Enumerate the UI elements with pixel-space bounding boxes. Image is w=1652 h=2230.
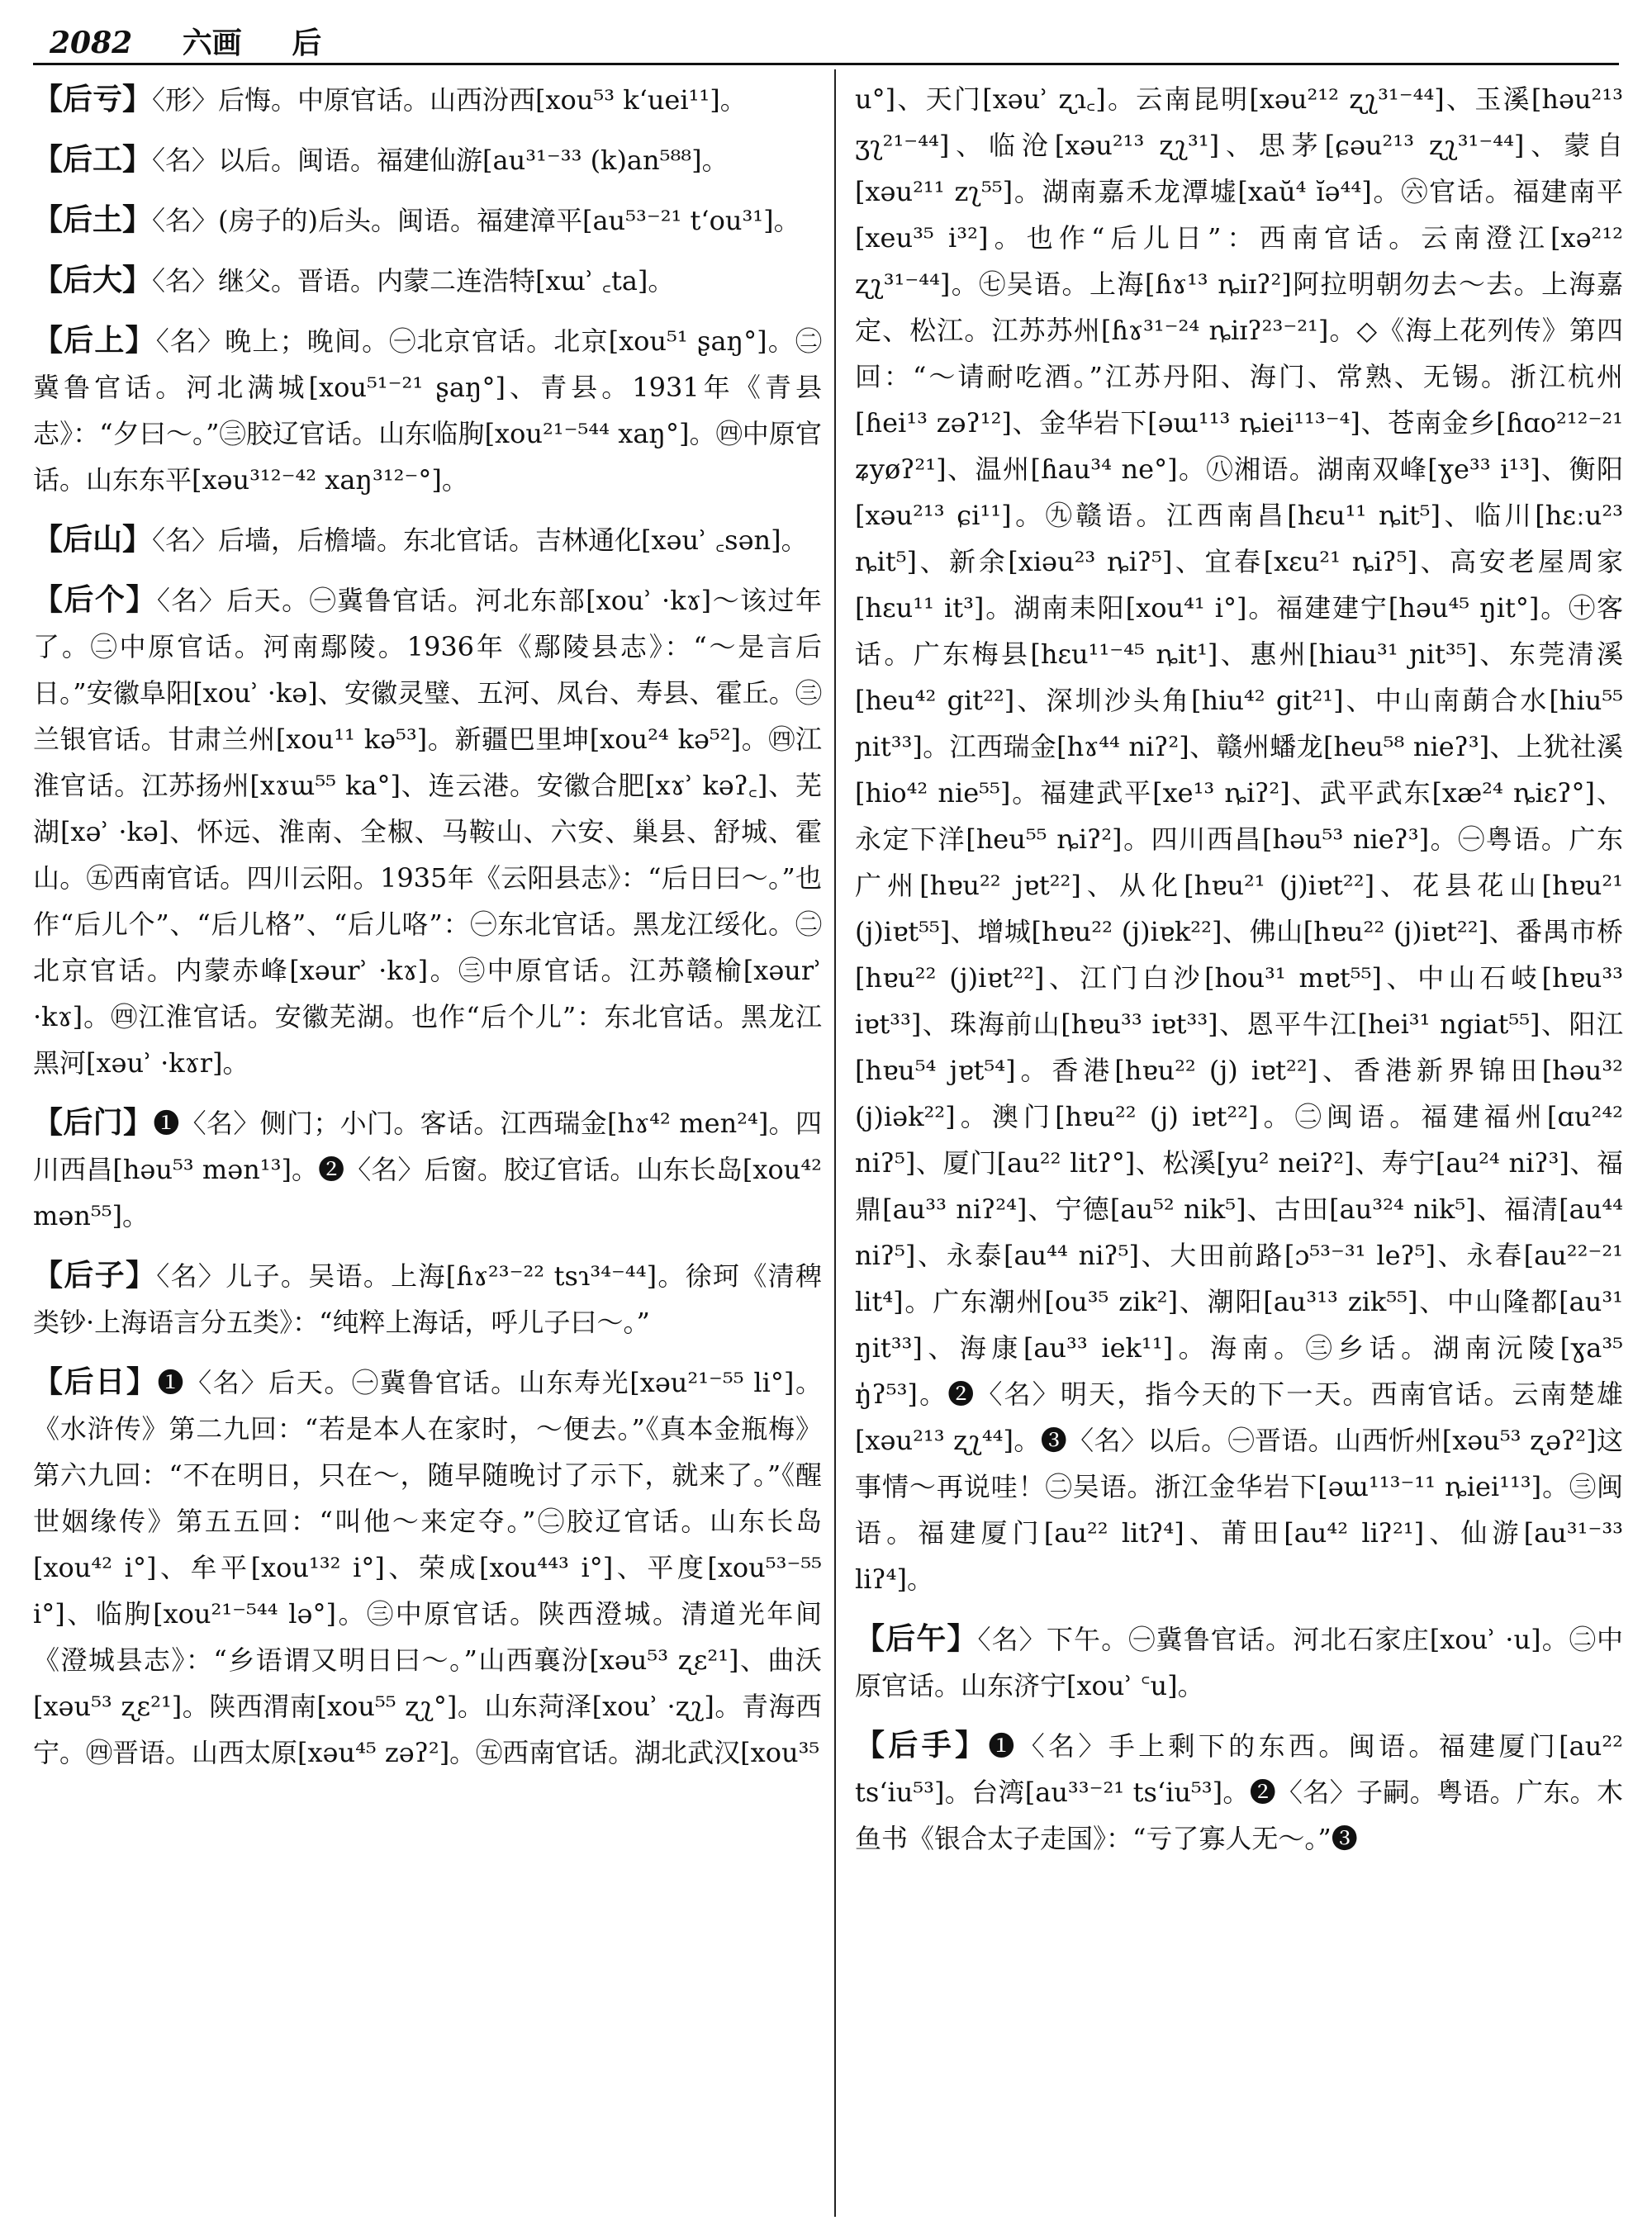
entry-headword: 【后午】 bbox=[855, 1621, 978, 1656]
entry-headword: 【后个】 bbox=[33, 582, 157, 617]
entry-definition: 〈名〉后墙，后檐墙。东北官话。吉林通化[xəuʾ ꜀sən]。 bbox=[152, 524, 808, 556]
entry-definition: 〈形〉后悔。中原官话。山西汾西[xou⁵³ kʻuei¹¹]。 bbox=[152, 84, 747, 116]
entry-definition: 〈名〉后天。㊀冀鲁官话。河北东部[xouʾ ·kɤ]～该过年了。㊁中原官话。河南鄢陵。1936年《鄢陵县志》：“～是言后日。”安徽阜阳[xouʾ ·kə]、安徽灵璧、五河、凤台、寿县、霍丘。㊂兰银官话。甘肃兰州[xou¹¹ kə⁵³]。新疆巴里坤[xou²⁴ kə⁵²]。㊃江淮官话。江苏扬州[xɤɯ⁵⁵ ka°]、连云港。安徽合肥[xɤʾ kəʔ꜀]、芜湖[xəʾ ·kə]、怀远、淮南、全椒、马鞍山、六安、巢县、舒城、霍山。㊄西南官话。四川云阳。1935年《云阳县志》：“后日曰～。”也作“后儿个”、“后儿格”、“后儿咯”：㊀东北官话。黑龙江绥化。㊁北京官话。内蒙赤峰[xəurʾ ·kɤ]。㊂中原官话。江苏赣榆[xəurʾ ·kɤ]。㊃江淮官话。安徽芜湖。也作“后个儿”：东北官话。黑龙江黑河[xəuʾ ·kɤr]。 bbox=[33, 585, 822, 1079]
entry-headword: 【后大】 bbox=[33, 263, 153, 297]
entry-headword: 【后日】 bbox=[33, 1364, 158, 1399]
entry bbox=[33, 317, 822, 503]
entry bbox=[855, 1722, 1623, 1862]
entry bbox=[33, 76, 822, 123]
column-divider bbox=[834, 69, 836, 2217]
entry-definition: 〈名〉下午。㊀冀鲁官话。河北石家庄[xouʾ ·u]。㊁中原官话。山东济宁[xouʾ ꜂u]。 bbox=[855, 1624, 1623, 1701]
entry-definition: 〈名〉继父。晋语。内蒙二连浩特[xɯʾ ꜀ta]。 bbox=[152, 265, 675, 297]
header-character: 后 bbox=[292, 26, 322, 60]
entry-headword: 【后手】 bbox=[855, 1728, 989, 1763]
entry bbox=[33, 1359, 822, 1776]
page-number: 2082 bbox=[50, 26, 133, 60]
right-column bbox=[855, 76, 1623, 2215]
entry bbox=[33, 257, 822, 304]
entry-definition: 〈名〉儿子。吴语。上海[ɦɤ²³⁻²² tsɿ³⁴⁻⁴⁴]。徐珂《清稗类钞·上海语言分五类》：“纯粹上海话，呼儿子曰～。” bbox=[33, 1260, 822, 1338]
entry-headword: 【后子】 bbox=[33, 1258, 157, 1293]
section-label: 六画 bbox=[182, 26, 242, 60]
left-column bbox=[33, 76, 822, 2215]
entry-definition: ❶〈名〉手上剩下的东西。闽语。福建厦门[au²² tsʻiu⁵³]。台湾[au³³⁻²¹ tsʻiu⁵³]。❷〈名〉子嗣。粤语。广东。木鱼书《银合太子走国》：“亏了寡人无～。”❸ bbox=[855, 1730, 1623, 1854]
entry-headword: 【后门】 bbox=[33, 1105, 154, 1140]
entry-headword: 【后土】 bbox=[33, 202, 153, 237]
entry-definition: 〈名〉(房子的)后头。闽语。福建漳平[au⁵³⁻²¹ tʻou³¹]。 bbox=[152, 205, 800, 236]
entry-headword: 【后工】 bbox=[33, 142, 153, 177]
entry-headword: 【后上】 bbox=[33, 323, 156, 358]
entry-definition: 〈名〉以后。闽语。福建仙游[au³¹⁻³³ (k)an⁵⁸⁸]。 bbox=[152, 145, 729, 176]
entry-definition: 〈名〉晚上；晚间。㊀北京官话。北京[xou⁵¹ ʂaŋ°]。㊁冀鲁官话。河北满城[xou⁵¹⁻²¹ ʂaŋ°]、青县。1931年《青县志》：“夕曰～。”㊂胶辽官话。山东临朐[xou²¹⁻⁵⁴⁴ xaŋ°]。㊃中原官话。山东东平[xəu³¹²⁻⁴² xaŋ³¹²⁻°]。 bbox=[33, 325, 822, 496]
header-rule bbox=[33, 63, 1619, 65]
entry-headword: 【后山】 bbox=[33, 522, 153, 557]
entry bbox=[33, 1099, 822, 1239]
entry bbox=[33, 1252, 822, 1345]
entry bbox=[33, 136, 822, 183]
entry bbox=[33, 197, 822, 244]
entry bbox=[33, 576, 822, 1086]
entry bbox=[855, 1616, 1623, 1709]
page-header bbox=[50, 20, 1602, 59]
entry-definition: ❶〈名〉后天。㊀冀鲁官话。山东寿光[xəu²¹⁻⁵⁵ li°]。《水浒传》第二九回：“若是本人在家时，～便去。”《真本金瓶梅》第六九回：“不在明日，只在～，随早随晚讨了示下，就来了。”《醒世姻缘传》第五五回：“叫他～来定夺。”㊁胶辽官话。山东长岛[xou⁴² i°]、牟平[xou¹³² i°]、荣成[xou⁴⁴³ i°]、平度[xou⁵³⁻⁵⁵ i°]、临朐[xou²¹⁻⁵⁴⁴ lə°]。㊂中原官话。陕西澄城。清道光年间《澄城县志》：“乡语谓又明日曰～。”山西襄汾[xəu⁵³ ʐɛ²¹]、曲沃[xəu⁵³ ʐɛ²¹]。陕西渭南[xou⁵⁵ ʐʅ°]。山东菏泽[xouʾ ·ʐʅ]。青海西宁。㊃晋语。山西太原[xəu⁴⁵ zəʔ²]。㊄西南官话。湖北武汉[xou³⁵ bbox=[33, 1367, 822, 1768]
entry bbox=[33, 516, 822, 563]
entry-headword: 【后亏】 bbox=[33, 82, 153, 116]
entry-definition: ❶〈名〉侧门；小门。客话。江西瑞金[hɤ⁴² men²⁴]。四川西昌[həu⁵³ mən¹³]。❷〈名〉后窗。胶辽官话。山东长岛[xou⁴² mən⁵⁵]。 bbox=[33, 1108, 822, 1231]
entry-continuation: u°]、天门[xəuʾ ʐɿ꜀]。云南昆明[xəu²¹² ʐʅ³¹⁻⁴⁴]、玉溪[həu²¹³ ʒʅ²¹⁻⁴⁴]、临沧[xəu²¹³ ʐʅ³¹]、思茅[ɕəu²¹³ ʐʅ³¹⁻⁴⁴]、蒙自[xəu²¹¹ zʅ⁵⁵]。湖南嘉禾龙潭墟[xaŭ⁴ ĭə⁴⁴]。㊅官话。福建南平[xeu³⁵ i³²]。也作“后儿日”：西南官话。云南澄江[xə²¹² ʐʅ³¹⁻⁴⁴]。㊆吴语。上海[ɦɤ¹³ ȵiɪʔ²]阿拉明朝勿去～去。上海嘉定、松江。江苏苏州[ɦɤ³¹⁻²⁴ ȵiɪʔ²³⁻²¹]。◇《海上花列传》第四回：“～请耐吃酒。”江苏丹阳、海门、常熟、无锡。浙江杭州[ɦei¹³ zəʔ¹²]、金华岩下[əɯ¹¹³ ȵiei¹¹³⁻⁴]、苍南金乡[ɦɑo²¹²⁻²¹ ʑyøʔ²¹]、温州[ɦau³⁴ ne°]。㊇湘语。湖南双峰[ɣe³³ i¹³]、衡阳[xəu²¹³ ɕi¹¹]。㊈赣语。江西南昌[hɛu¹¹ ȵit⁵]、临川[hɛːu²³ ȵit⁵]、新余[xiəu²³ ȵiʔ⁵]、宜春[xɛu²¹ ȵiʔ⁵]、高安老屋周家[hɛu¹¹ it³]。湖南耒阳[xou⁴¹ i°]。福建建宁[həu⁴⁵ ŋit°]。㊉客话。广东梅县[hɛu¹¹⁻⁴⁵ ȵit¹]、惠州[hiau³¹ ɲit³⁵]、东莞清溪[heu⁴² git²²]、深圳沙头角[hiu⁴² git²¹]、中山南蓢合水[hiu⁵⁵ ɲit³³]。江西瑞金[hɤ⁴⁴ niʔ²]、赣州蟠龙[heu⁵⁸ nieʔ³]、上犹社溪[hio⁴² nie⁵⁵]。福建武平[xe¹³ ȵiʔ²]、武平武东[xæ²⁴ ȵiɛʔ°]、永定下洋[heu⁵⁵ ȵiʔ²]。四川西昌[həu⁵³ nieʔ³]。㊀粤语。广东广州[hɐu²² jɐt²²]、从化[hɐu²¹ (j)iɐt²²]、花县花山[hɐu²¹ (j)iɐt⁵⁵]、增城[hɐu²² (j)iɐk²²]、佛山[hɐu²² (j)iɐt²²]、番禺市桥[hɐu²² (j)iɐt²²]、江门白沙[hou³¹ mɐt⁵⁵]、中山石岐[hɐu³³ iɐt³³]、珠海前山[hɐu³³ iɐt³³]、恩平牛江[hei³¹ ngiat⁵⁵]、阳江[hɐu⁵⁴ jɐt⁵⁴]。香港[hɐu²² (j) iɐt²²]、香港新界锦田[həu³² (j)iək²²]。澳门[hɐu²² (j) iɐt²²]。㊁闽语。福建福州[ɑu²⁴² niʔ⁵]、厦门[au²² litʔ°]、松溪[yu² neiʔ²]、寿宁[au²⁴ niʔ³]、福鼎[au³³ niʔ²⁴]、宁德[au⁵² nik⁵]、古田[au³²⁴ nik⁵]、福清[au⁴⁴ niʔ⁵]、永泰[au⁴⁴ niʔ⁵]、大田前路[ɔ⁵³⁻³¹ leʔ⁵]、永春[au²²⁻²¹ lit⁴]。广东潮州[ou³⁵ zik²]、潮阳[au³¹³ zik⁵⁵]、中山隆都[au³¹ ŋit³³]、海康[au³³ iek¹¹]。海南。㊂乡话。湖南沅陵[ɣa³⁵ ŋ̍ʔ⁵³]。❷〈名〉明天，指今天的下一天。西南官话。云南楚雄[xəu²¹³ ʐʅ⁴⁴]。❸〈名〉以后。㊀晋语。山西忻州[xəu⁵³ ʐəʔ²]这事情～再说哇！㊁吴语。浙江金华岩下[əɯ¹¹³⁻¹¹ ȵiei¹¹³]。㊂闽语。福建厦门[au²² litʔ⁴]、莆田[au⁴² liʔ²¹]、仙游[au³¹⁻³³ liʔ⁴]。 bbox=[855, 83, 1623, 1595]
